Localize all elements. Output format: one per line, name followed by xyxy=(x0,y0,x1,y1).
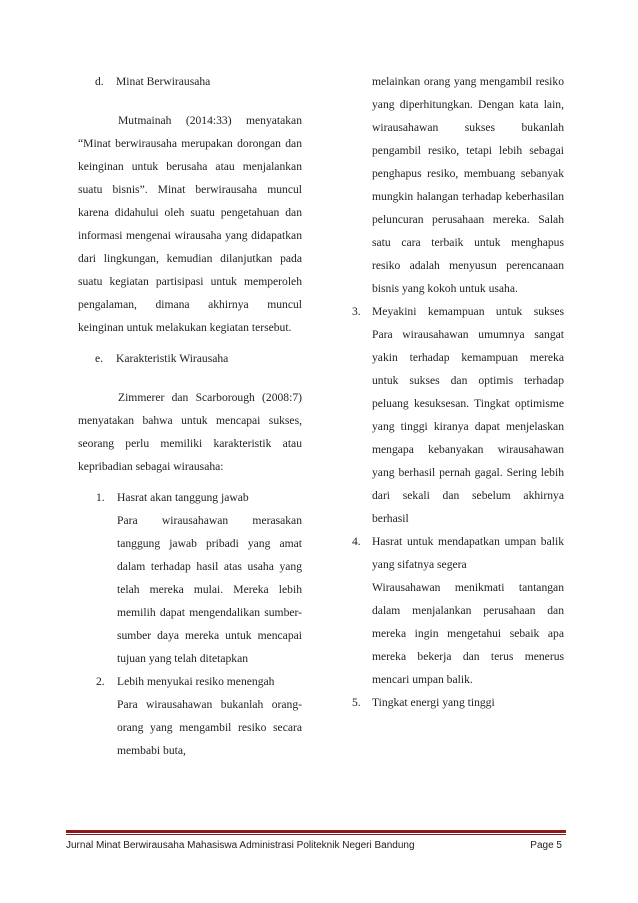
item-number: 1. xyxy=(96,491,105,504)
list-item xyxy=(352,530,564,691)
left-column xyxy=(78,70,302,762)
item-number: 4. xyxy=(352,535,361,548)
list-item xyxy=(352,300,564,530)
item-title: Meyakini kemampuan untuk sukses xyxy=(372,305,564,318)
list-item xyxy=(352,691,564,714)
continued-paragraph: melainkan orang yang mengambil resiko yang diperhitungkan. Dengan kata lain, wirausahawan sukses bukanlah pengambil resiko, tetapi lebih sebagai penghapus resiko, membuang sebanyak mungkin halangan terhadap keberhasilan peluncuran perusahaan mereka. Salah satu cara terbaik untuk menghapus resiko adalah menyusun perencanaan bisnis yang kokoh untuk usaha. xyxy=(372,75,564,295)
item-number: 3. xyxy=(352,305,361,318)
journal-title: Jurnal Minat Berwirausaha Mahasiswa Administrasi Politeknik Negeri Bandung xyxy=(66,840,415,851)
characteristics-list-continued xyxy=(352,300,564,714)
footer-rule xyxy=(66,830,566,833)
page-number: Page 5 xyxy=(530,840,562,851)
section-heading-e xyxy=(78,347,302,370)
characteristics-list xyxy=(78,486,302,762)
item-title: Hasrat untuk mendapatkan umpan balik yang sifatnya segera xyxy=(372,535,564,571)
item-title: Hasrat akan tanggung jawab xyxy=(117,491,249,504)
list-item xyxy=(96,670,302,762)
item-title: Lebih menyukai resiko menengah xyxy=(117,675,275,688)
section-title: Karakteristik Wirausaha xyxy=(116,352,229,365)
paragraph-karakteristik: Zimmerer dan Scarborough (2008:7) menyatakan bahwa untuk mencapai sukses, seorang perlu memiliki karakteristik atau kepribadian sebagai wirausaha: xyxy=(78,391,302,473)
section-title: Minat Berwirausaha xyxy=(116,75,211,88)
item-body: Wirausahawan menikmati tantangan dalam menjalankan perusahaan dan mereka ingin mengetahui sebaik apa mereka bekerja dan terus menerus mencari umpan balik. xyxy=(372,581,564,686)
item-number: 2. xyxy=(96,675,105,688)
section-marker: d. xyxy=(95,75,104,88)
item-title: Tingkat energi yang tinggi xyxy=(372,696,495,709)
item-number: 5. xyxy=(352,696,361,709)
section-heading-d xyxy=(78,70,302,93)
section-marker: e. xyxy=(95,352,104,365)
list-item xyxy=(96,486,302,670)
item-body: Para wirausahawan umumnya sangat yakin terhadap kemampuan mereka untuk sukses dan optimis terhadap peluang kesuksesan. Tingkat optimisme yang tinggi kiranya dapat menjelaskan mengapa kebanyakan wirausahawan yang berhasil pernah gagal. Sering lebih dari sekali dan sebelum akhirnya berhasil xyxy=(372,328,564,525)
item-body: Para wirausahawan bukanlah orang-orang yang mengambil resiko secara membabi buta, xyxy=(117,698,302,757)
paragraph-minat: Mutmainah (2014:33) menyatakan “Minat berwirausaha merupakan dorongan dan keinginan untuk berusaha atau menjalankan suatu bisnis”. Minat berwirausaha muncul karena didahului oleh suatu pengetahuan dan informasi mengenai wirausaha yang didapatkan dari lingkungan, kemudian dilanjutkan pada suatu kegiatan partisipasi untuk memperoleh pengalaman, dimana akhirnya muncul keinginan untuk melakukan kegiatan tersebut. xyxy=(78,114,302,334)
footer-rule-thin xyxy=(66,834,566,835)
page-footer xyxy=(66,840,562,851)
right-column xyxy=(352,70,564,714)
item-body: Para wirausahawan merasakan tanggung jawab pribadi yang amat dalam terhadap hasil atas usaha yang telah mereka mulai. Mereka lebih memilih dapat mengendalikan sumber-sumber daya mereka untuk mencapai tujuan yang telah ditetapkan xyxy=(117,514,302,665)
